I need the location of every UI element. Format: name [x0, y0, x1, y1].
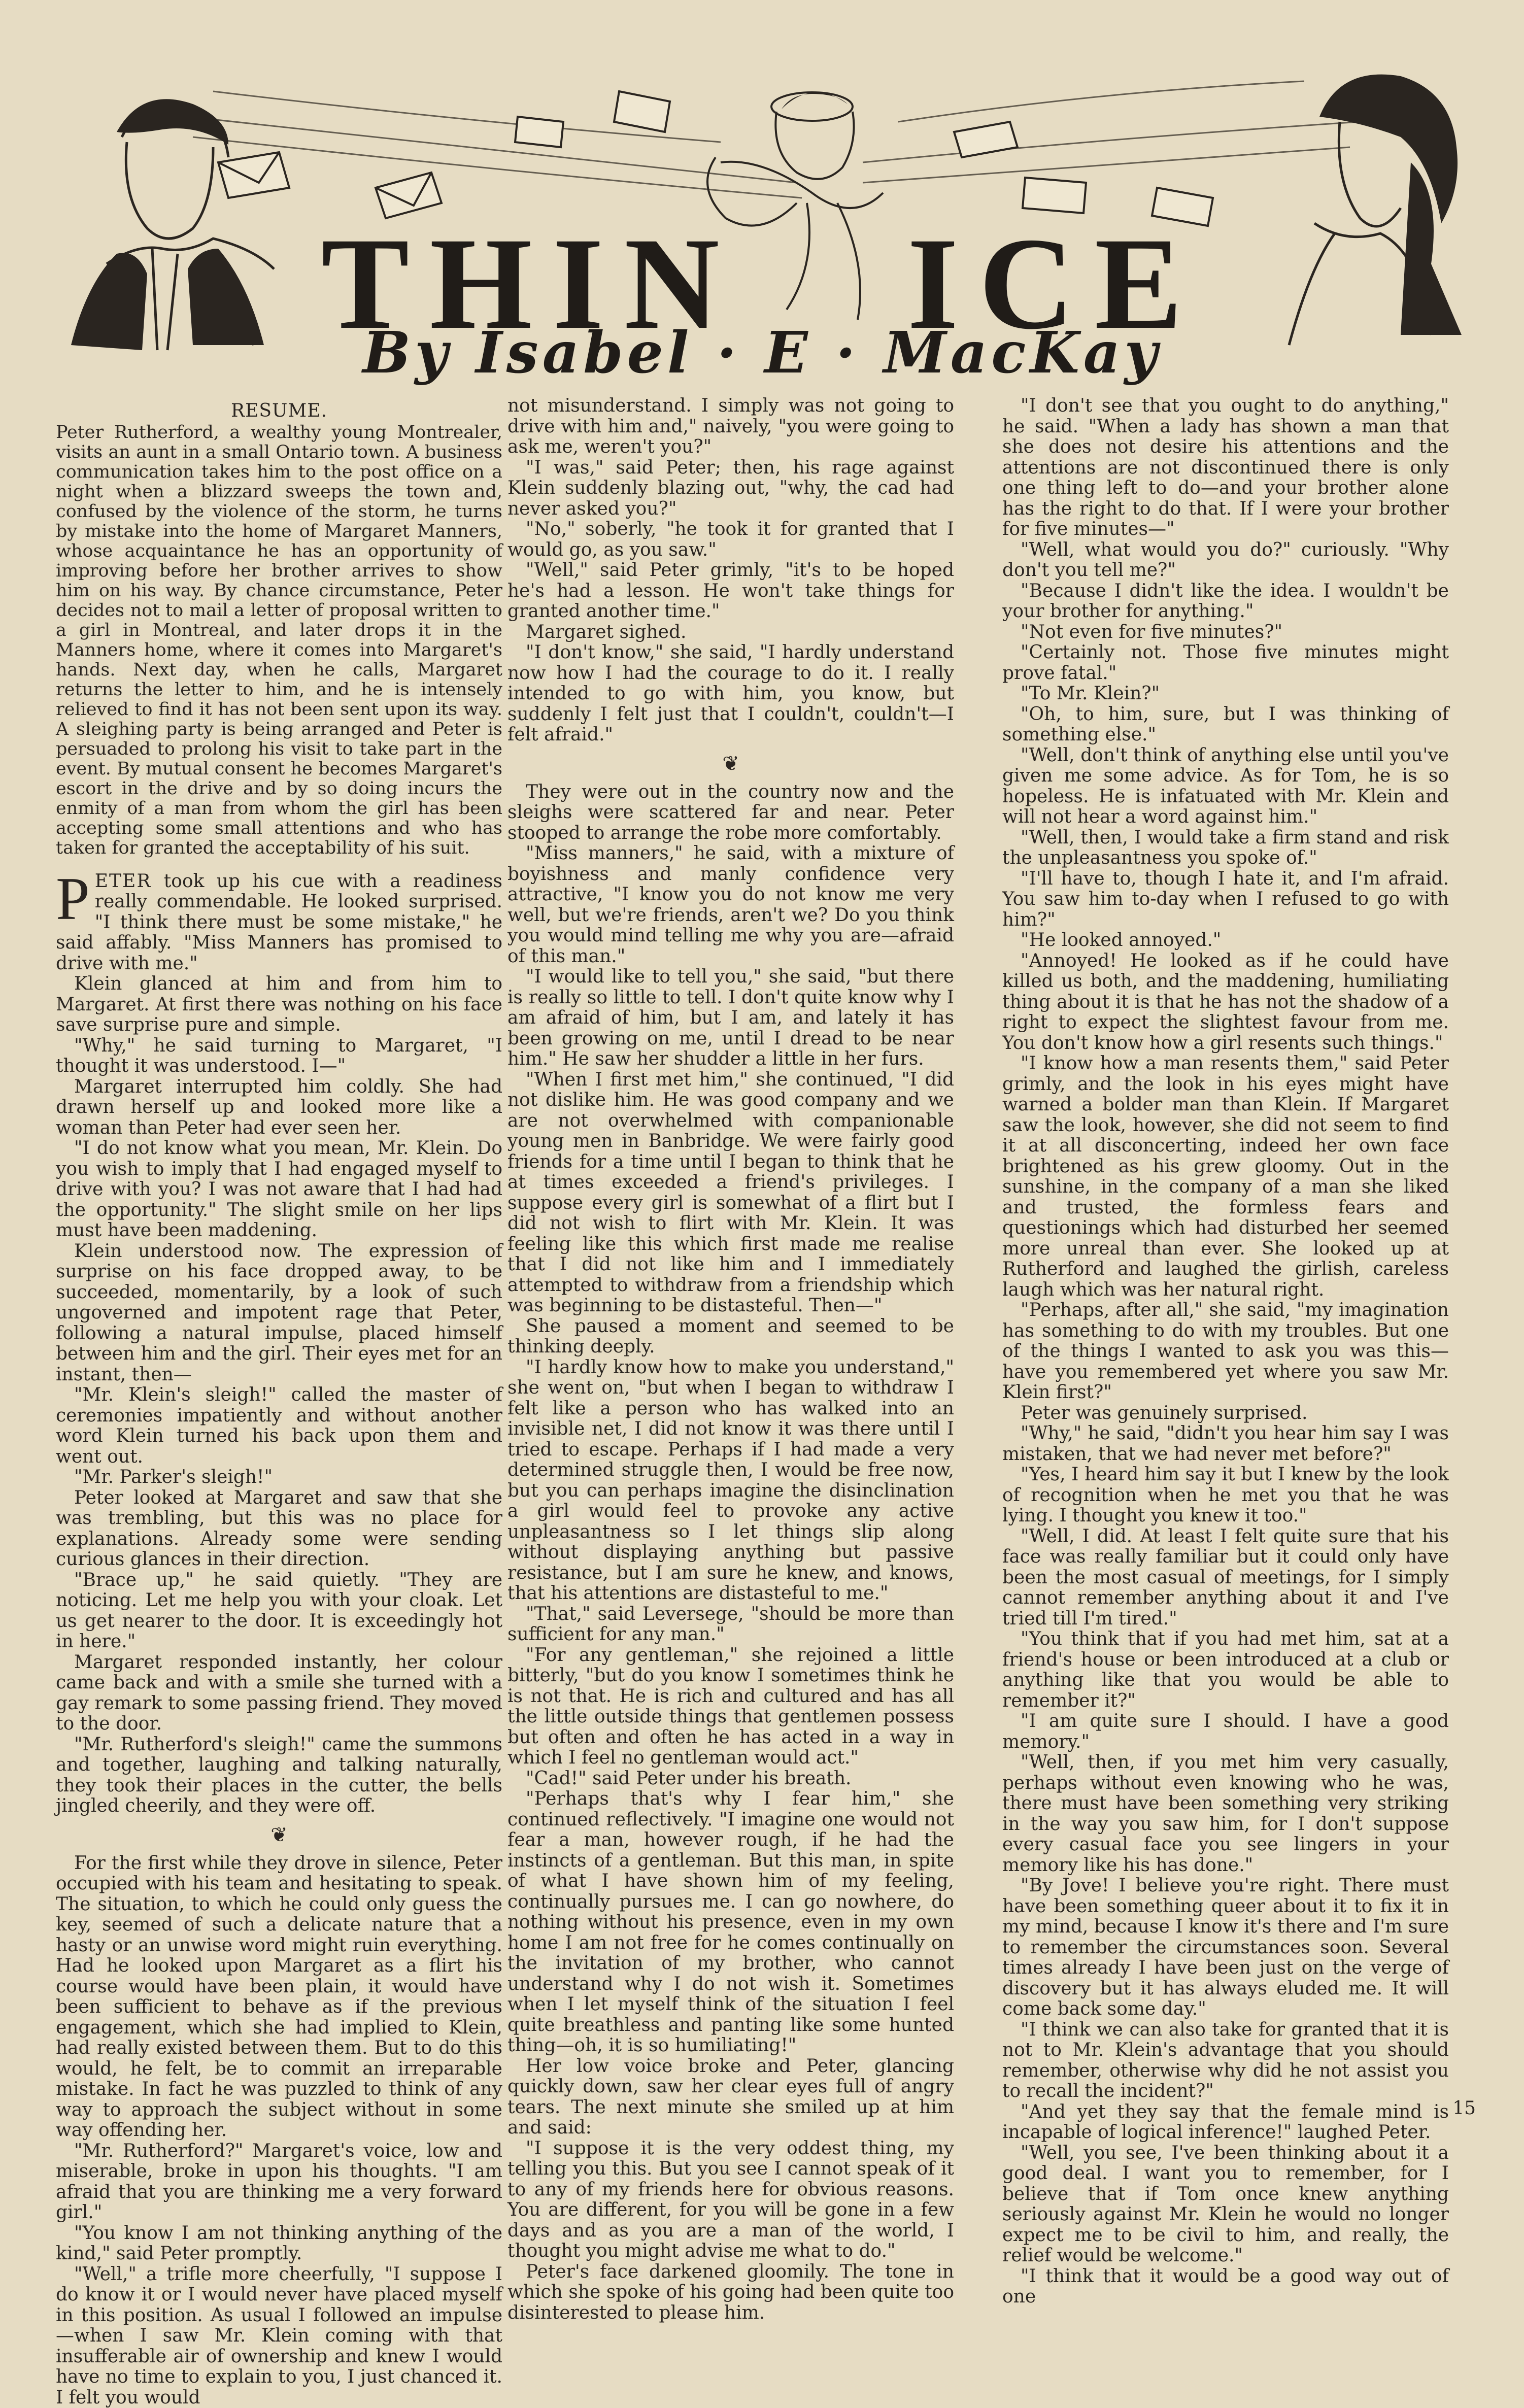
paragraph: "Well, then, if you met him very casually, perhaps without even knowing who he was, there must have been something very striking in the way you saw him, for I don't suppose every casual face you see lingers in your memory like his has done."	[1002, 1752, 1449, 1876]
paragraph-text: took up his cue with a readiness really commendable. He looked surprised. "I think there must be some mistake," he said affably. "Miss Manners has promised to drive with me."	[56, 871, 502, 974]
paragraph: "And yet they say that the female mind is incapable of logical inference!" laughed Peter.	[1002, 2102, 1449, 2143]
paragraph: "Oh, to him, sure, but I was thinking of something else."	[1002, 704, 1449, 745]
paragraph: "Well, what would you do?" curiously. "Why don't you tell me?"	[1002, 540, 1449, 581]
title-word-thin: THIN	[321, 211, 740, 357]
paragraph: "Well, then, I would take a firm stand and risk the unpleasantness you spoke of."	[1002, 828, 1449, 869]
paragraph: "By Jove! I believe you're right. There must have been something queer about it to fix it in my mind, because I know it's there and I'm sure to remember the circumstances soon. Several times already I have been just on the verge of discovery but it has always eluded me. It will come back some day."	[1002, 1876, 1449, 2020]
resume-heading: RESUME.	[56, 401, 502, 422]
paragraph: "When I first met him," she continued, "I did not dislike him. He was good company and we are not overwhelmed with companionable young men in Banbridge. We were fairly good friends for a time until I began to think that he at times exceeded a friend's privileges. I suppose every girl is somewhat of a flirt but I did not wish to flirt with Mr. Klein. It was feeling like this which first made me realise that I did not like him and I immediately attempted to withdraw from a friendship which was beginning to be distasteful. Then—"	[507, 1070, 954, 1316]
paragraph: "Mr. Parker's sleigh!"	[56, 1467, 502, 1488]
paragraph: Peter was genuinely surprised.	[1002, 1403, 1449, 1424]
paragraph: "You know I am not thinking anything of the kind," said Peter promptly.	[56, 2223, 502, 2264]
paragraph: "Certainly not. Those five minutes might prove fatal."	[1002, 642, 1449, 684]
paragraph: "I suppose it is the very oddest thing, my telling you this. But you see I cannot speak of it to any of my friends here for obvious reasons. You are different, for you will be gone in a few days and as you are a man of the world, I thought you might advise me what to do."	[507, 2139, 954, 2262]
paragraph: "Cad!" said Peter under his breath.	[507, 1769, 954, 1789]
paragraph: She paused a moment and seemed to be thinking deeply.	[507, 1316, 954, 1358]
paragraph: Margaret interrupted him coldly. She had drawn herself up and looked more like a woman than Peter had ever seen her.	[56, 1077, 502, 1139]
paragraph: "Well, you see, I've been thinking about it a good deal. I want you to remember, for I believe that if Tom once knew anything seriously against Mr. Klein he would no longer expect me to be civil to him, and really, the relief would be welcome."	[1002, 2143, 1449, 2266]
paragraph: "That," said Leversege, "should be more than sufficient for any man."	[507, 1604, 954, 1645]
paragraph: They were out in the country now and the sleighs were scattered far and near. Peter stooped to arrange the robe more comfortably.	[507, 782, 954, 844]
paragraph: "I am quite sure I should. I have a good memory."	[1002, 1711, 1449, 1752]
paragraph: "Not even for five minutes?"	[1002, 622, 1449, 643]
byline: By Isabel · E · MacKay	[0, 320, 1524, 386]
paragraph: Her low voice broke and Peter, glancing quickly down, saw her clear eyes full of angry tears. The next minute she smiled up at him and said:	[507, 2056, 954, 2139]
paragraph: "You think that if you had met him, sat at a friend's house or been introduced at a club or anything like that you would be able to remember it?"	[1002, 1629, 1449, 1711]
paragraph: "Well," said Peter grimly, "it's to be hoped he's had a lesson. He won't take things for granted another time."	[507, 560, 954, 622]
paragraph: "I know how a man resents them," said Peter grimly, and the look in his eyes might have warned a bolder man than Klein. If Margaret saw the look, however, she did not seem to find it at all disconcerting, indeed her own face brightened as his grew gloomy. Out in the sunshine, in the company of a man she liked and trusted, the formless fears and questionings which had disturbed her seemed more unreal than ever. She looked up at Rutherford and laughed the girlish, careless laugh which was her natural right.	[1002, 1054, 1449, 1300]
paragraph: "Brace up," he said quietly. "They are noticing. Let me help you with your cloak. Let us get nearer to the door. It is exceedingly hot in here."	[56, 1570, 502, 1652]
paragraph: "For any gentleman," she rejoined a little bitterly, "but do you know I sometimes think he is not that. He is rich and cultured and has all the little outside things that gentlemen possess but often and often he has acted in a way in which I feel no gentleman would act."	[507, 1645, 954, 1769]
resume-text: Peter Rutherford, a wealthy young Montrealer, visits an aunt in a small Ontario town. A business communication takes him to the post office on a night when a blizzard sweeps the town and, confused by the violence of the storm, he turns by mistake into the home of Margaret Manners, whose acquaintance he has an opportunity of improving before her brother arrives to show him on his way. By chance circumstance, Peter decides not to mail a letter of proposal written to a girl in Montreal, and later drops it in the Manners home, where it comes into Margaret's hands. Next day, when he calls, Margaret returns the letter to him, and he is intensely relieved to find it has not been sent upon its way. A sleighing party is being arranged and Peter is persuaded to prolong his visit to take part in the event. By mutual consent he becomes Margaret's escort in the drive and by so doing incurs the enmity of a man from whom the girl has been accepting some small attentions and who has taken for granted the acceptability of his suit.	[56, 423, 502, 858]
paragraph: "Well, don't think of anything else until you've given me some advice. As for Tom, he is so hopeless. He is infatuated with Mr. Klein and will not hear a word against him."	[1002, 745, 1449, 828]
column-2	[507, 396, 954, 2116]
paragraph: "I think that it would be a good way out of one	[1002, 2266, 1449, 2308]
paragraph: Klein glanced at him and from him to Margaret. At first there was nothing on his face save surprise pure and simple.	[56, 974, 502, 1036]
paragraph: "I hardly know how to make you understand," she went on, "but when I began to withdraw I felt like a person who has walked into an invisible net, I did not know it was there until I tried to escape. Perhaps if I had made a very determined struggle then, I would be free now, but you can perhaps imagine the disinclination a girl would feel to provoke any active unpleasantness so I let things slip along without displaying anything but passive resistance, but I am sure he knew, and knows, that his attentions are distasteful to me."	[507, 1358, 954, 1604]
paragraph: "I do not know what you mean, Mr. Klein. Do you wish to imply that I had engaged myself to drive with you? I was not aware that I had had the opportunity." The slight smile on her lips must have been maddening.	[56, 1138, 502, 1241]
paragraph: Margaret responded instantly, her colour came back and with a smile she turned with a gay remark to some passing friend. They moved to the door.	[56, 1652, 502, 1735]
paragraph: "I don't see that you ought to do anything," he said. "When a lady has shown a man that she does not desire his attentions and the attentions are not discontinued there is only one thing left to do—and your brother alone has the right to do that. If I were your brother for five minutes—"	[1002, 396, 1449, 540]
section-divider-ornament: ❦	[56, 1820, 502, 1850]
paragraph: "Yes, I heard him say it but I knew by the look of recognition when he met you that he was lying. I thought you knew it too."	[1002, 1465, 1449, 1527]
paragraph: "Miss manners," he said, with a mixture of boyishness and manly confidence very attractive, "I know you do not know me very well, but we're friends, aren't we? Do you think you would mind telling me why you are—afraid of this man."	[507, 843, 954, 967]
paragraph: "No," soberly, "he took it for granted that I would go, as you saw."	[507, 519, 954, 560]
paragraph: "Because I didn't like the idea. I wouldn't be your brother for anything."	[1002, 581, 1449, 622]
paragraph: "To Mr. Klein?"	[1002, 684, 1449, 704]
paragraph: "Why," he said, "didn't you hear him say I was mistaken, that we had never met before?"	[1002, 1423, 1449, 1465]
paragraph: "Mr. Rutherford?" Margaret's voice, low and miserable, broke in upon his thoughts. "I am afraid that you are thinking me a very forward girl."	[56, 2141, 502, 2223]
paragraph: "Well, I did. At least I felt quite sure that his face was really familiar but it could only have been the most casual of meetings, for I simply cannot remember anything about it and I've tried till I'm tired."	[1002, 1527, 1449, 1630]
paragraph: Peter's face darkened gloomily. The tone in which she spoke of his going had been quite too disinterested to please him.	[507, 2262, 954, 2324]
paragraph: "I don't know," she said, "I hardly understand now how I had the courage to do it. I really intended to go with him, you know, but suddenly I felt just that I couldn't, couldn't—I felt afraid."	[507, 642, 954, 745]
paragraph: "I think we can also take for granted that it is not to Mr. Klein's advantage that you should remember, otherwise why did he not assist you to recall the incident?"	[1002, 2020, 1449, 2102]
column-3	[1002, 396, 1449, 2116]
paragraph: "I would like to tell you," she said, "but there is really so little to tell. I don't quite know why I am afraid of him, but I am, and lately it has been growing on me, until I dread to be near him." He saw her shudder a little in her furs.	[507, 967, 954, 1070]
drop-cap: P	[56, 873, 90, 924]
paragraph: "Why," he said turning to Margaret, "I thought it was understood. I—"	[56, 1036, 502, 1077]
first-word-rest: ETER	[95, 871, 152, 892]
paragraph: "He looked annoyed."	[1002, 930, 1449, 951]
section-divider-ornament: ❦	[507, 749, 954, 779]
story-opening-paragraph	[56, 871, 502, 974]
paragraph: not misunderstand. I simply was not going to drive with him and," naively, "you were going to ask me, weren't you?"	[507, 396, 954, 458]
paragraph: Peter looked at Margaret and saw that she was trembling, but this was no place for explanations. Already some were sending curious glances in their direction.	[56, 1488, 502, 1570]
page-number: 15	[1452, 2098, 1476, 2119]
paragraph: "Perhaps that's why I fear him," she continued reflectively. "I imagine one would not fear a man, however rough, if he had the instincts of a gentleman. But this man, in spite of what I have shown him of my feeling, continually pursues me. I can go nowhere, do nothing without his presence, even in my own home I am not free for he comes continually on the invitation of my brother, who cannot understand why I do not wish it. Sometimes when I let myself think of the situation I feel quite breathless and panting like some hunted thing—oh, it is so humiliating!"	[507, 1789, 954, 2056]
title-word-ice: ICE	[907, 211, 1203, 357]
paragraph: "Mr. Klein's sleigh!" called the master of ceremonies impatiently and without another word Klein turned his back upon them and went out.	[56, 1385, 502, 1467]
paragraph: "Perhaps, after all," she said, "my imagination has something to do with my troubles. But one of the things I wanted to ask you was this—have you remembered yet where you saw Mr. Klein first?"	[1002, 1300, 1449, 1403]
paragraph: "I'll have to, though I hate it, and I'm afraid. You saw him to-day when I refused to go with him?"	[1002, 869, 1449, 931]
paragraph: "Annoyed! He looked as if he could have killed us both, and the maddening, humiliating thing about it is that he has not the shadow of a right to expect the slightest favour from me. You don't know how a girl resents such things."	[1002, 951, 1449, 1054]
paragraph: "I was," said Peter; then, his rage against Klein suddenly blazing out, "why, the cad had never asked you?"	[507, 458, 954, 520]
paragraph: Margaret sighed.	[507, 622, 954, 643]
resume-summary	[56, 423, 502, 858]
paragraph: Klein understood now. The expression of surprise on his face dropped away, to be succeeded, momentarily, by a look of such ungoverned and impotent rage that Peter, following a natural impulse, placed himself between him and the girl. Their eyes met for an instant, then—	[56, 1241, 502, 1385]
column-1	[56, 401, 502, 2121]
paragraph: "Well," a trifle more cheerfully, "I suppose I do know it or I would never have placed myself in this position. As usual I followed an impulse—when I saw Mr. Klein coming with that insufferable air of ownership and knew I would have no time to explain to you, I just chanced it. I felt you would	[56, 2264, 502, 2408]
paragraph: "Mr. Rutherford's sleigh!" came the summons and together, laughing and talking naturally, they took their places in the cutter, the bells jingled cheerily, and they were off.	[56, 1735, 502, 1817]
paragraph: For the first while they drove in silence, Peter occupied with his team and hesitating to speak. The situation, to which he could only guess the key, seemed of such a delicate nature that a hasty or an unwise word might ruin everything. Had he looked upon Margaret as a flirt his course would have been plain, it would have been sufficient to behave as if the previous engagement, which she had implied to Klein, had really existed between them. But to do this would, he felt, be to commit an irreparable mistake. In fact he was puzzled to think of any way to approach the subject without in some way offending her.	[56, 1853, 502, 2141]
